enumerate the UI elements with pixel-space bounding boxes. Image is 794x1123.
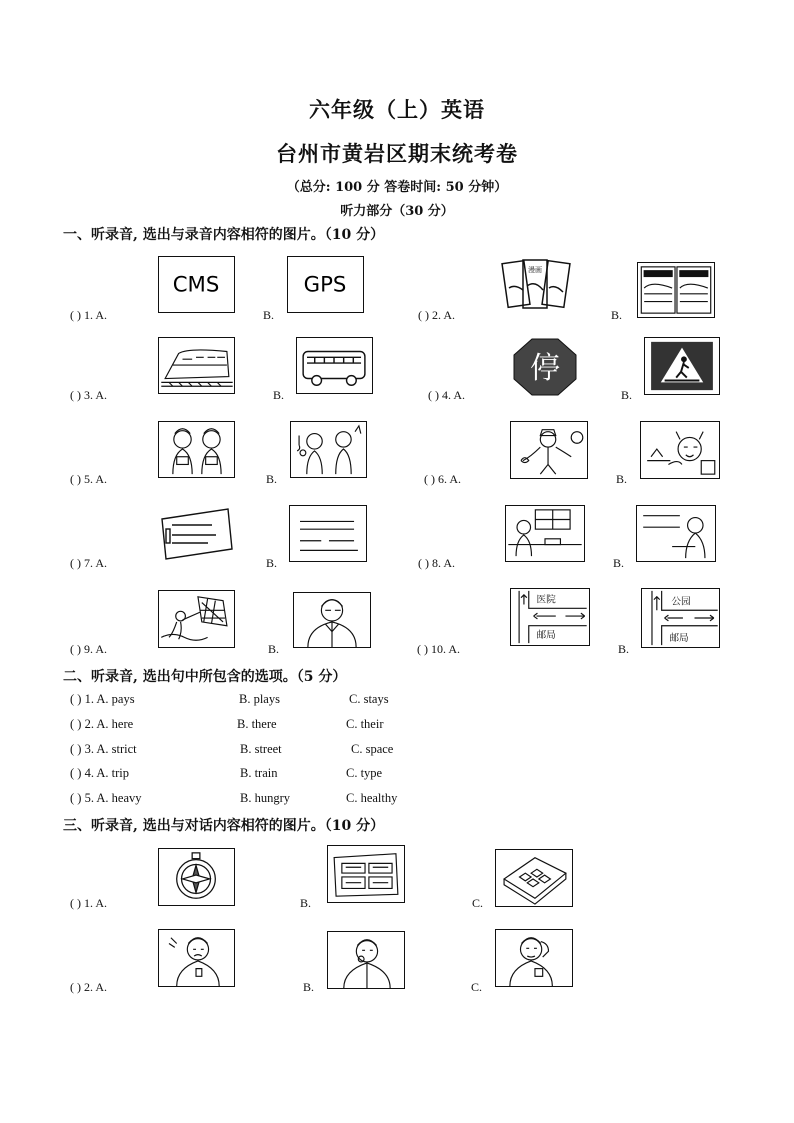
q9-b-label: B. [268, 642, 280, 656]
q7-label: ( ) 7. A. [70, 556, 107, 570]
q9-label: ( ) 9. A. [70, 642, 107, 656]
s2-q5-option-c: C. healthy [346, 791, 398, 805]
section2-heading: 二、听录音, 选出句中所包含的选项。（5 分） [63, 669, 347, 685]
q6-option-a-image[interactable] [510, 421, 588, 479]
svg-text:漫画: 漫画 [528, 266, 542, 274]
q2-option-a-image[interactable] [501, 256, 578, 318]
q10-option-b-image[interactable] [641, 588, 720, 648]
s3-q1-option-b-image[interactable] [327, 845, 405, 903]
q1-option-a-image[interactable] [158, 256, 235, 313]
s2-q1-option-a: ( ) 1. A. pays [70, 692, 135, 706]
q2-label: ( ) 2. A. [418, 308, 455, 322]
s3-q2-b-label: B. [303, 980, 315, 994]
q4-label: ( ) 4. A. [428, 388, 465, 402]
q1-b-label: B. [263, 308, 275, 322]
s2-q3-option-b: B. street [240, 742, 282, 756]
q1-a-text: CMS [172, 272, 220, 298]
s3-q1-b-label: B. [300, 896, 312, 910]
q5-option-b-image[interactable] [290, 421, 367, 478]
q10-b-top-label: 公园 [671, 596, 691, 608]
q7-option-a-image[interactable] [158, 505, 235, 562]
s2-q4-option-b: B. train [240, 766, 278, 780]
s3-q1-label: ( ) 1. A. [70, 896, 107, 910]
s2-q5-option-b: B. hungry [240, 791, 290, 805]
s3-q2-label: ( ) 2. A. [70, 980, 107, 994]
q4-option-b-image[interactable] [644, 337, 720, 395]
q10-b-label: B. [618, 642, 630, 656]
q7-option-b-image[interactable] [289, 505, 367, 562]
s2-q5-option-a: ( ) 5. A. heavy [70, 791, 142, 805]
s2-q4-option-a: ( ) 4. A. trip [70, 766, 130, 780]
q5-b-label: B. [266, 472, 278, 486]
q6-b-label: B. [616, 472, 628, 486]
s3-q2-c-label: C. [471, 980, 483, 994]
s2-q3-option-c: C. space [351, 742, 394, 756]
q6-label: ( ) 6. A. [424, 472, 461, 486]
s3-q1-option-c-image[interactable] [495, 849, 573, 907]
s3-q2-option-a-image[interactable] [158, 929, 235, 987]
q8-option-a-image[interactable] [505, 505, 585, 562]
s2-q1-option-b: B. plays [239, 692, 280, 706]
q3-b-label: B. [273, 388, 285, 402]
s2-q2-option-c: C. their [346, 717, 384, 731]
s2-q2-option-b: B. there [237, 717, 277, 731]
q5-label: ( ) 5. A. [70, 472, 107, 486]
s2-q3-option-a: ( ) 3. A. strict [70, 742, 137, 756]
q10-label: ( ) 10. A. [417, 642, 460, 656]
q3-option-b-image[interactable] [296, 337, 373, 394]
q3-option-a-image[interactable] [158, 337, 235, 394]
q7-b-label: B. [266, 556, 278, 570]
s3-q2-option-c-image[interactable] [495, 929, 573, 987]
s2-q2-option-a: ( ) 2. A. here [70, 717, 134, 731]
s3-q1-c-label: C. [472, 896, 484, 910]
exam-subtitle: 台州市黄岩区期末统考卷 [276, 141, 518, 166]
q10-a-bottom-label: 邮局 [536, 630, 556, 642]
q8-b-label: B. [613, 556, 625, 570]
q10-option-a-image[interactable] [510, 588, 590, 646]
q10-a-top-label: 医院 [536, 594, 556, 606]
q8-option-b-image[interactable] [636, 505, 716, 562]
q9-option-b-image[interactable] [293, 592, 371, 648]
q8-label: ( ) 8. A. [418, 556, 455, 570]
q1-b-text: GPS [303, 272, 347, 298]
s2-q4-option-c: C. type [346, 766, 383, 780]
q10-b-bottom-label: 邮局 [669, 633, 689, 645]
listening-part-heading: 听力部分（30 分） [340, 204, 454, 219]
q6-option-b-image[interactable] [640, 421, 720, 479]
exam-meta: （总分: 100 分 答卷时间: 50 分钟） [286, 180, 508, 195]
q1-option-b-image[interactable] [287, 256, 364, 313]
section3-heading: 三、听录音, 选出与对话内容相符的图片。（10 分） [63, 818, 385, 834]
q2-b-label: B. [611, 308, 623, 322]
page-title: 六年级（上）英语 [309, 97, 485, 122]
q4-b-label: B. [621, 388, 633, 402]
q4-a-text: 停 [530, 351, 560, 386]
q1-label: ( ) 1. A. [70, 308, 107, 322]
section1-heading: 一、听录音, 选出与录音内容相符的图片。（10 分） [63, 227, 385, 243]
q2-option-b-image[interactable] [637, 262, 715, 318]
s3-q1-option-a-image[interactable] [158, 848, 235, 906]
s2-q1-option-c: C. stays [349, 692, 389, 706]
q9-option-a-image[interactable] [158, 590, 235, 648]
q3-label: ( ) 3. A. [70, 388, 107, 402]
q4-option-a-image[interactable] [512, 337, 578, 397]
q5-option-a-image[interactable] [158, 421, 235, 478]
s3-q2-option-b-image[interactable] [327, 931, 405, 989]
